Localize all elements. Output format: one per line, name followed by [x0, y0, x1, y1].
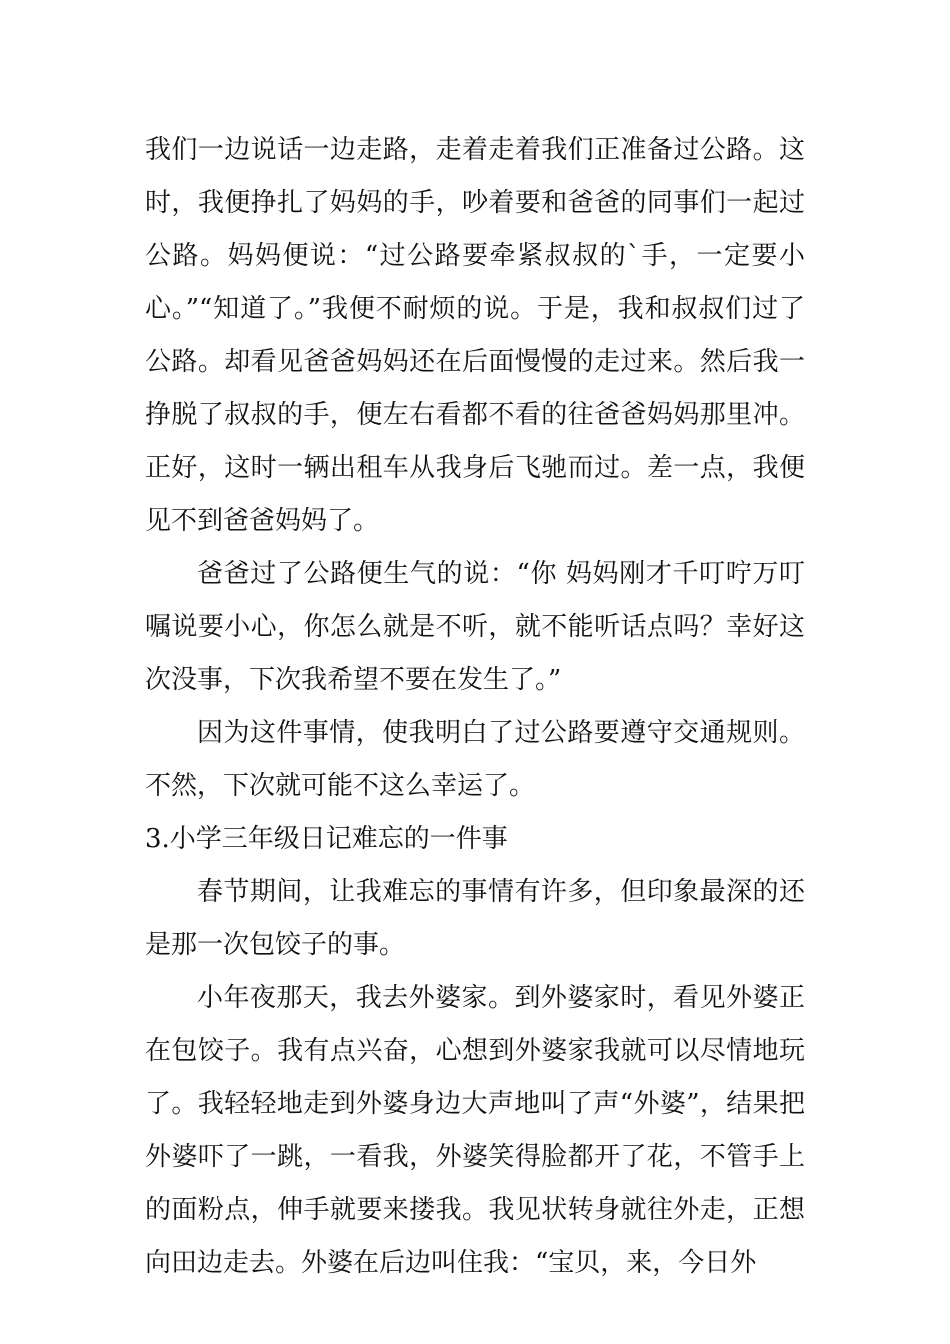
paragraph-5: 小年夜那天，我去外婆家。到外婆家时，看见外婆正在包饺子。我有点兴奋，心想到外婆家我就可以尽情地玩了。我轻轻地走到外婆身边大声地叫了声“外婆”，结果把外婆吓了一跳，一看我，外婆笑得脸都开了花，不管手上的面粉点，伸手就要来搂我。我见状转身就往外走，正想向田边走去。外婆在后边叫住我：“宝贝，来，今日外	[145, 983, 805, 1278]
paragraph-1: 我们一边说话一边走路，走着走着我们正准备过公路。这时，我便挣扎了妈妈的手，吵着要和爸爸的同事们一起过公路。妈妈便说：“过公路要牵紧叔叔的`手，一定要小心。”“知道了。”我便不耐烦的说。于是，我和叔叔们过了公路。却看见爸爸妈妈还在后面慢慢的走过来。然后我一挣脱了叔叔的手，便左右看都不看的往爸爸妈妈那里冲。正好，这时一辆出租车从我身后飞驰而过。差一点，我便见不到爸爸妈妈了。	[145, 135, 805, 536]
paragraph-3: 因为这件事情，使我明白了过公路要遵守交通规则。不然，下次就可能不这么幸运了。	[145, 718, 805, 801]
document-page	[145, 124, 805, 1290]
paragraph-2: 爸爸过了公路便生气的说：“你 妈妈刚才千叮咛万叮嘱说要小心，你怎么就是不听，就不能听话点吗？幸好这次没事，下次我希望不要在发生了。”	[145, 559, 805, 695]
section-heading: 3.小学三年级日记难忘的一件事	[145, 824, 508, 854]
paragraph-4: 春节期间，让我难忘的事情有许多，但印象最深的还是那一次包饺子的事。	[145, 877, 805, 960]
